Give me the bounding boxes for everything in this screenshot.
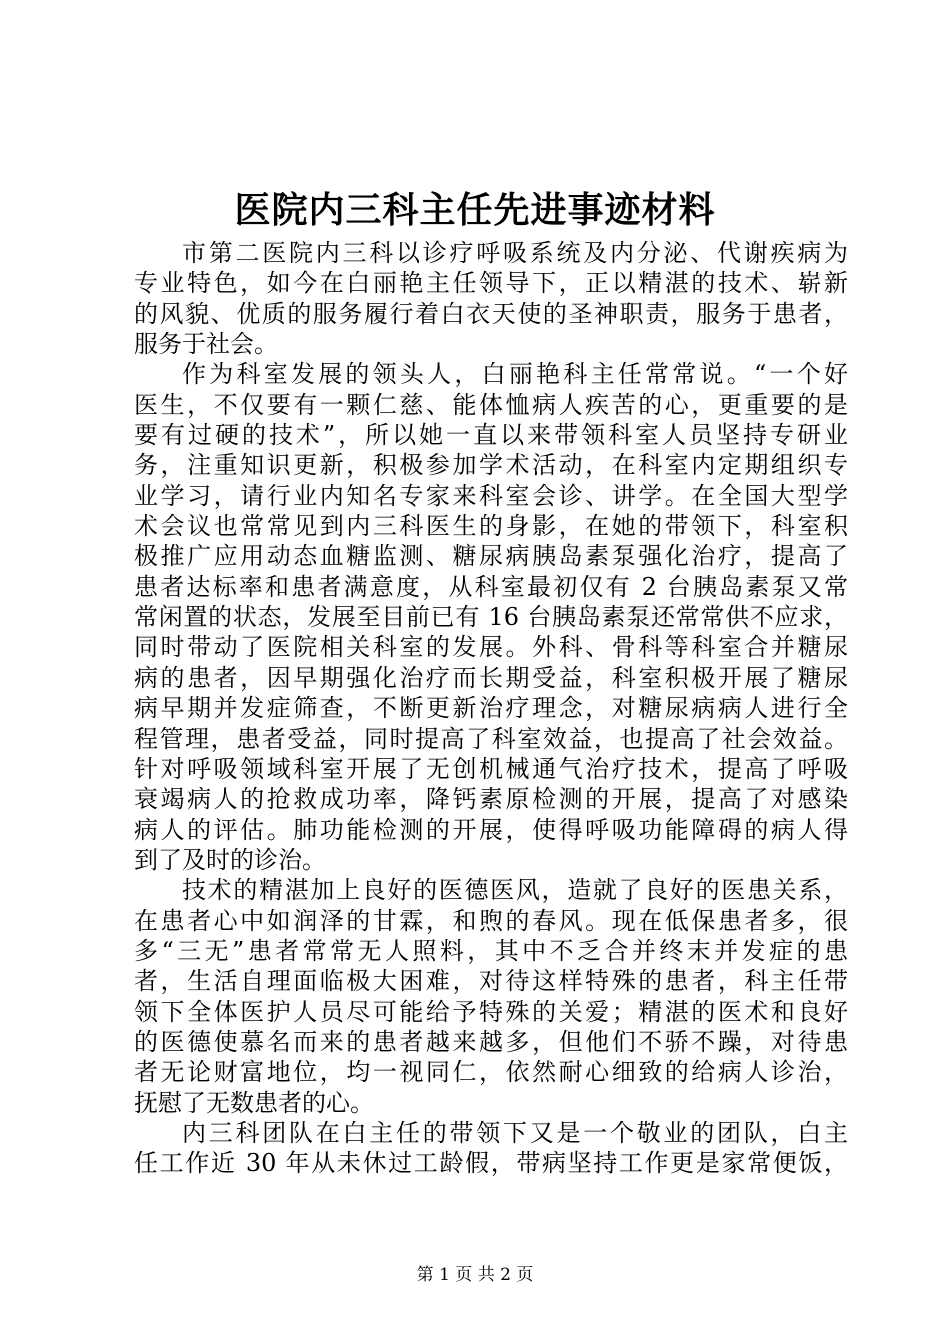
text-line: 作为科室发展的领头人，白丽艳科主任常常说。“一个好 xyxy=(182,360,848,389)
text-line: 病人的评估。肺功能检测的开展，使得呼吸功能障碍的病人得 xyxy=(134,815,848,844)
text-line: 到了及时的诊治。 xyxy=(134,845,326,874)
text-line: 的风貌、优质的服务履行着白衣天使的圣神职责，服务于患者， xyxy=(134,299,848,328)
text-line: 常闲置的状态，发展至目前已有 16 台胰岛素泵还常常供不应求， xyxy=(134,603,848,632)
text-line: 多“三无”患者常常无人照料，其中不乏合并终末并发症的患 xyxy=(134,936,848,965)
text-line: 技术的精湛加上良好的医德医风，造就了良好的医患关系， xyxy=(182,876,848,905)
text-line: 者，生活自理面临极大困难，对待这样特殊的患者，科主任带 xyxy=(134,967,848,996)
text-line: 者无论财富地位，均一视同仁，依然耐心细致的给病人诊治， xyxy=(134,1058,848,1087)
text-line: 业学习，请行业内知名专家来科室会诊、讲学。在全国大型学 xyxy=(134,481,848,510)
text-line: 领下全体医护人员尽可能给予特殊的关爱；精湛的医术和良好 xyxy=(134,997,848,1026)
document-body xyxy=(134,238,848,1179)
text-line: 抚慰了无数患者的心。 xyxy=(134,1088,374,1117)
text-line: 衰竭病人的抢救成功率，降钙素原检测的开展，提高了对感染 xyxy=(134,785,848,814)
text-line: 专业特色，如今在白丽艳主任领导下，正以精湛的技术、崭新 xyxy=(134,269,848,298)
text-line: 的医德使慕名而来的患者越来越多，但他们不骄不躁，对待患 xyxy=(134,1027,848,1056)
text-line: 针对呼吸领域科室开展了无创机械通气治疗技术，提高了呼吸 xyxy=(134,754,848,783)
text-line: 任工作近 30 年从未休过工龄假，带病坚持工作更是家常便饭， xyxy=(134,1149,848,1178)
text-line: 同时带动了医院相关科室的发展。外科、骨科等科室合并糖尿 xyxy=(134,633,848,662)
page-footer: 第 1 页 共 2 页 xyxy=(416,1265,534,1285)
text-line: 极推广应用动态血糖监测、糖尿病胰岛素泵强化治疗，提高了 xyxy=(134,542,848,571)
text-line: 术会议也常常见到内三科医生的身影，在她的带领下，科室积 xyxy=(134,512,848,541)
text-line: 患者达标率和患者满意度，从科室最初仅有 2 台胰岛素泵又常 xyxy=(134,572,848,601)
text-line: 要有过硬的技术”，所以她一直以来带领科室人员坚持专研业 xyxy=(134,421,848,450)
text-line: 病的患者，因早期强化治疗而长期受益，科室积极开展了糖尿 xyxy=(134,663,848,692)
text-line: 内三科团队在白主任的带领下又是一个敬业的团队，白主 xyxy=(182,1118,848,1147)
text-line: 市第二医院内三科以诊疗呼吸系统及内分泌、代谢疾病为 xyxy=(182,239,848,267)
text-line: 服务于社会。 xyxy=(134,330,278,359)
text-line: 医生，不仅要有一颗仁慈、能体恤病人疾苦的心，更重要的是 xyxy=(134,390,848,419)
text-line: 程管理，患者受益，同时提高了科室效益，也提高了社会效益。 xyxy=(134,724,848,753)
text-line: 病早期并发症筛查，不断更新治疗理念，对糖尿病病人进行全 xyxy=(134,694,848,723)
document-title: 医院内三科主任先进事迹材料 xyxy=(234,189,716,231)
text-line: 务，注重知识更新，积极参加学术活动，在科室内定期组织专 xyxy=(134,451,848,480)
text-line: 在患者心中如润泽的甘霖，和煦的春风。现在低保患者多，很 xyxy=(134,906,848,935)
